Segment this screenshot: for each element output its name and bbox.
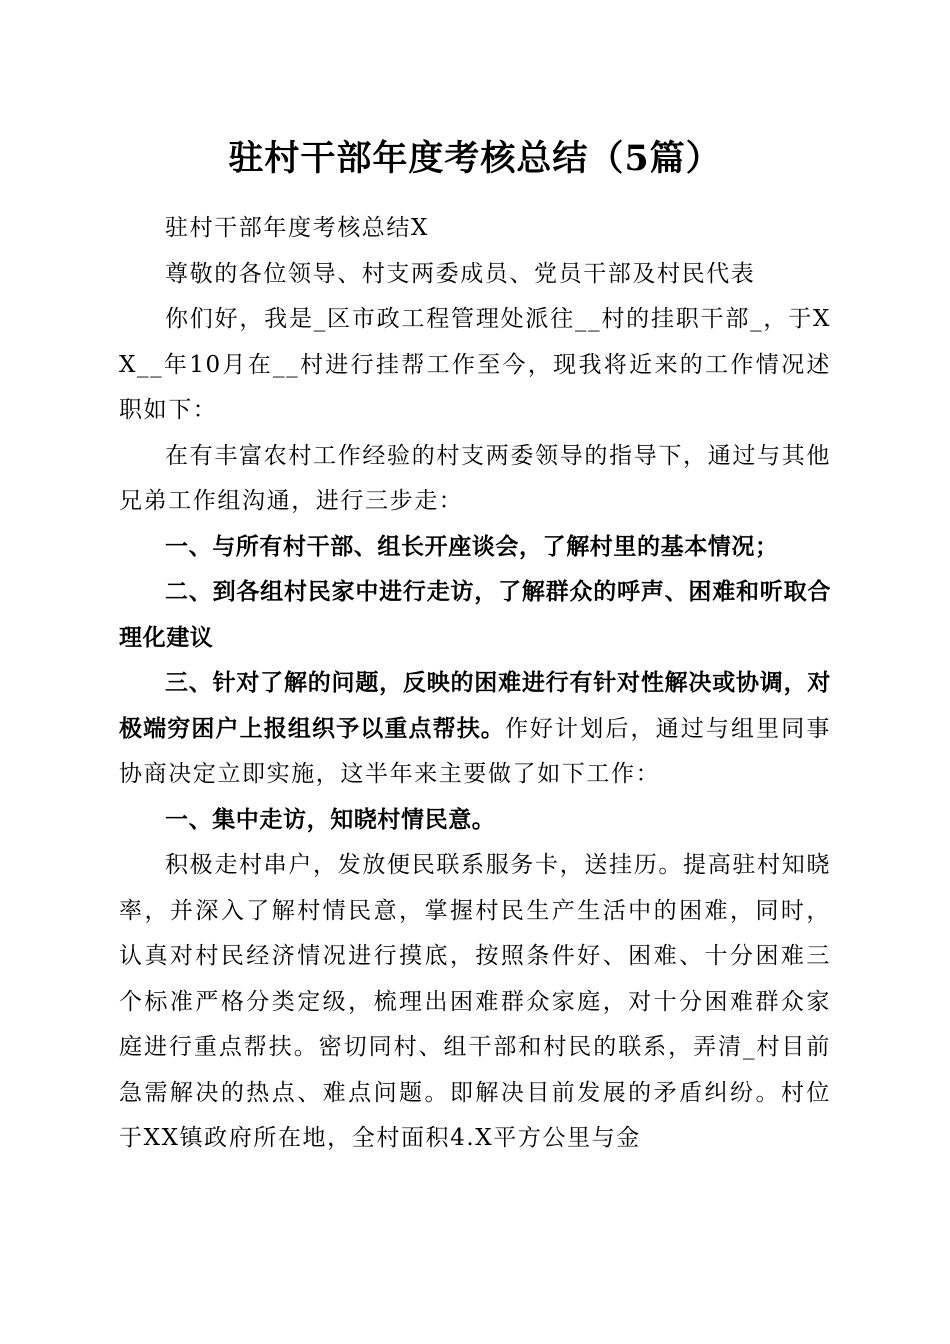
step-three-plain-text: 作好计划后，通过与组里同事协商决定立即实施，这半年来主要做了如下工作： — [119, 715, 831, 787]
paragraph-section-heading: 一、集中走访，知晓村情民意。 — [165, 806, 496, 833]
document-title: 驻村干部年度考核总结（5篇） — [228, 138, 722, 179]
paragraph-section-body: 积极走村串户，发放便民联系服务卡，送挂历。提高驻村知晓率，并深入了解村情民意，掌握村民生产生活中的困难，同时，认真对村民经济情况进行摸底，按照条件好、困难、十分困难三个标准严格分类定级，梳理出困难群众家庭，对十分困难群众家庭进行重点帮扶。密切同村、组干部和村民的联系，弄清_村目前急需解决的热点、难点问题。即解决目前发展的矛盾纠纷。村位于XX镇政府所在地，全村面积4.X平方公里与金 — [119, 852, 831, 1151]
document-body — [119, 206, 831, 1162]
paragraph-intro: 你们好，我是_区市政工程管理处派往__村的挂职干部_，于XX__年10月在__村进行挂帮工作至今，现我将近来的工作情况述职如下： — [119, 306, 831, 423]
paragraph-salutation: 尊敬的各位领导、村支两委成员、党员干部及村民代表 — [165, 260, 756, 287]
paragraph-step-three — [119, 661, 831, 798]
step-three-bold-text: 三、针对了解的问题，反映的困难进行有针对性解决或协调，对极端穷困户上报组织予以重点帮扶。 — [119, 670, 831, 742]
paragraph-step-one: 一、与所有村干部、组长开座谈会，了解村里的基本情况； — [165, 533, 779, 560]
paragraph-step-two: 二、到各组村民家中进行走访，了解群众的呼声、困难和听取合理化建议 — [119, 579, 831, 651]
paragraph-three-steps: 在有丰富农村工作经验的村支两委领导的指导下，通过与其他兄弟工作组沟通，进行三步走： — [119, 442, 831, 514]
paragraph-subtitle: 驻村干部年度考核总结X — [165, 215, 429, 241]
